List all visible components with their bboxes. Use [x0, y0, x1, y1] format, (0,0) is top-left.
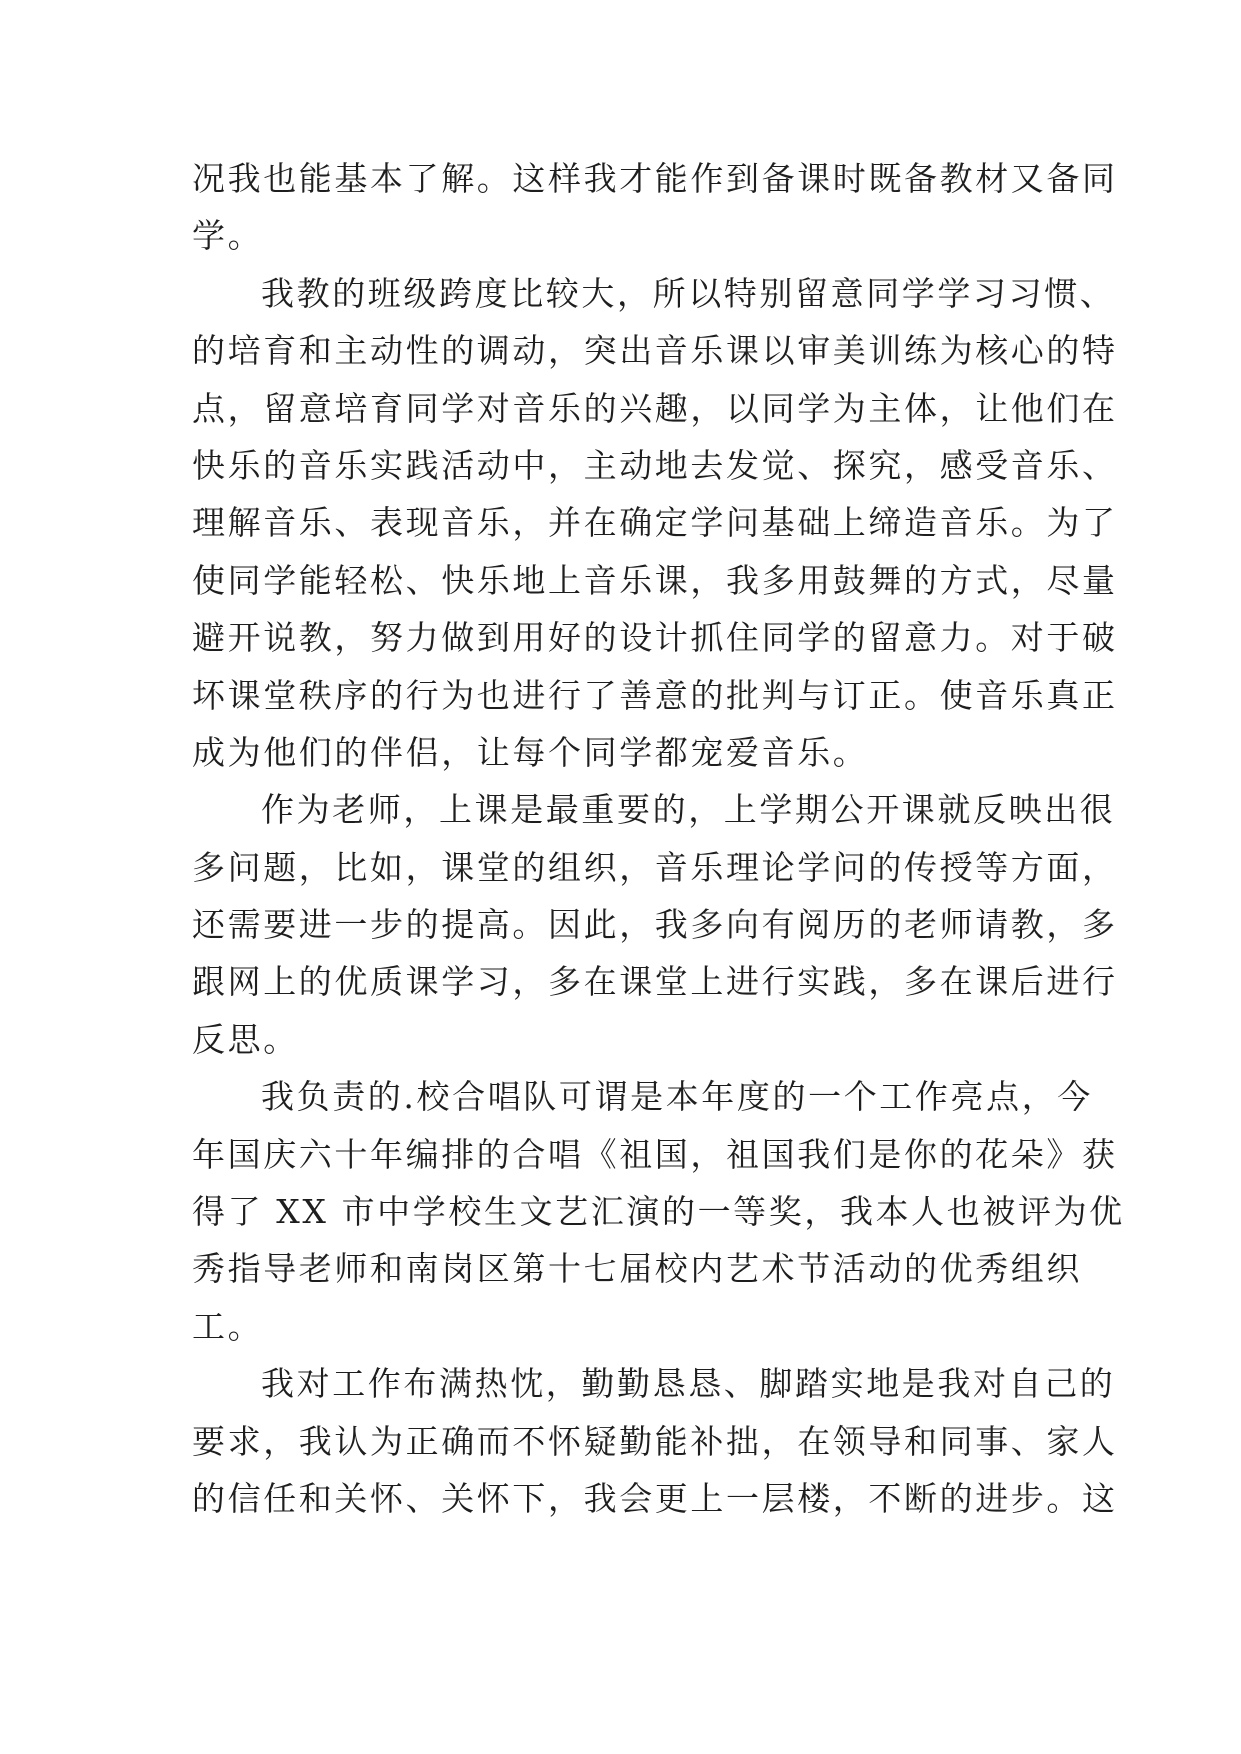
body-line: 工。: [192, 1306, 264, 1346]
body-line: 秀指导老师和南岗区第十七届校内艺术节活动的优秀组织: [192, 1249, 1082, 1289]
body-line: 快乐的音乐实践活动中，主动地去发觉、探究，感受音乐、: [192, 445, 1118, 485]
body-line: 避开说教，努力做到用好的设计抓住同学的留意力。对于破: [192, 618, 1118, 658]
body-line: 年国庆六十年编排的合唱《祖国，祖国我们是你的花朵》获: [192, 1134, 1118, 1174]
body-line: 得了 XX 市中学校生文艺汇演的一等奖，我本人也被评为优: [192, 1192, 1125, 1232]
body-line: 跟网上的优质课学习，多在课堂上进行实践，多在课后进行: [192, 962, 1118, 1002]
body-line: 坏课堂秩序的行为也进行了善意的批判与订正。使音乐真正: [192, 675, 1118, 715]
body-line: 成为他们的伴侣，让每个同学都宠爱音乐。: [192, 732, 869, 772]
body-line: 的培育和主动性的调动，突出音乐课以审美训练为核心的特: [192, 331, 1118, 371]
paragraph-first-line: 我对工作布满热忱，勤勤恳恳、脚踏实地是我对自己的: [261, 1364, 1116, 1404]
body-line: 多问题，比如，课堂的组织，音乐理论学问的传授等方面，: [192, 847, 1118, 887]
body-line: 理解音乐、表现音乐，并在确定学问基础上缔造音乐。为了: [192, 503, 1118, 543]
paragraph-first-line: 我教的班级跨度比较大，所以特别留意同学学习习惯、: [261, 273, 1116, 313]
body-line: 还需要进一步的提高。因此，我多向有阅历的老师请教，多: [192, 905, 1118, 945]
paragraph-first-line: 作为老师，上课是最重要的，上学期公开课就反映出很: [261, 790, 1116, 830]
body-line: 的信任和关怀、关怀下，我会更上一层楼，不断的进步。这: [192, 1478, 1118, 1518]
body-line: 学。: [192, 216, 264, 256]
body-line: 点，留意培育同学对音乐的兴趣，以同学为主体，让他们在: [192, 388, 1118, 428]
document-body: [192, 150, 1125, 1527]
body-line: 使同学能轻松、快乐地上音乐课，我多用鼓舞的方式，尽量: [192, 560, 1118, 600]
body-line: 况我也能基本了解。这样我才能作到备课时既备教材又备同: [192, 159, 1118, 198]
paragraph-first-line: 我负责的.校合唱队可谓是本年度的一个工作亮点，今: [261, 1077, 1093, 1117]
body-line: 要求，我认为正确而不怀疑勤能补拙，在领导和同事、家人: [192, 1421, 1118, 1461]
body-line: 反思。: [192, 1019, 299, 1059]
